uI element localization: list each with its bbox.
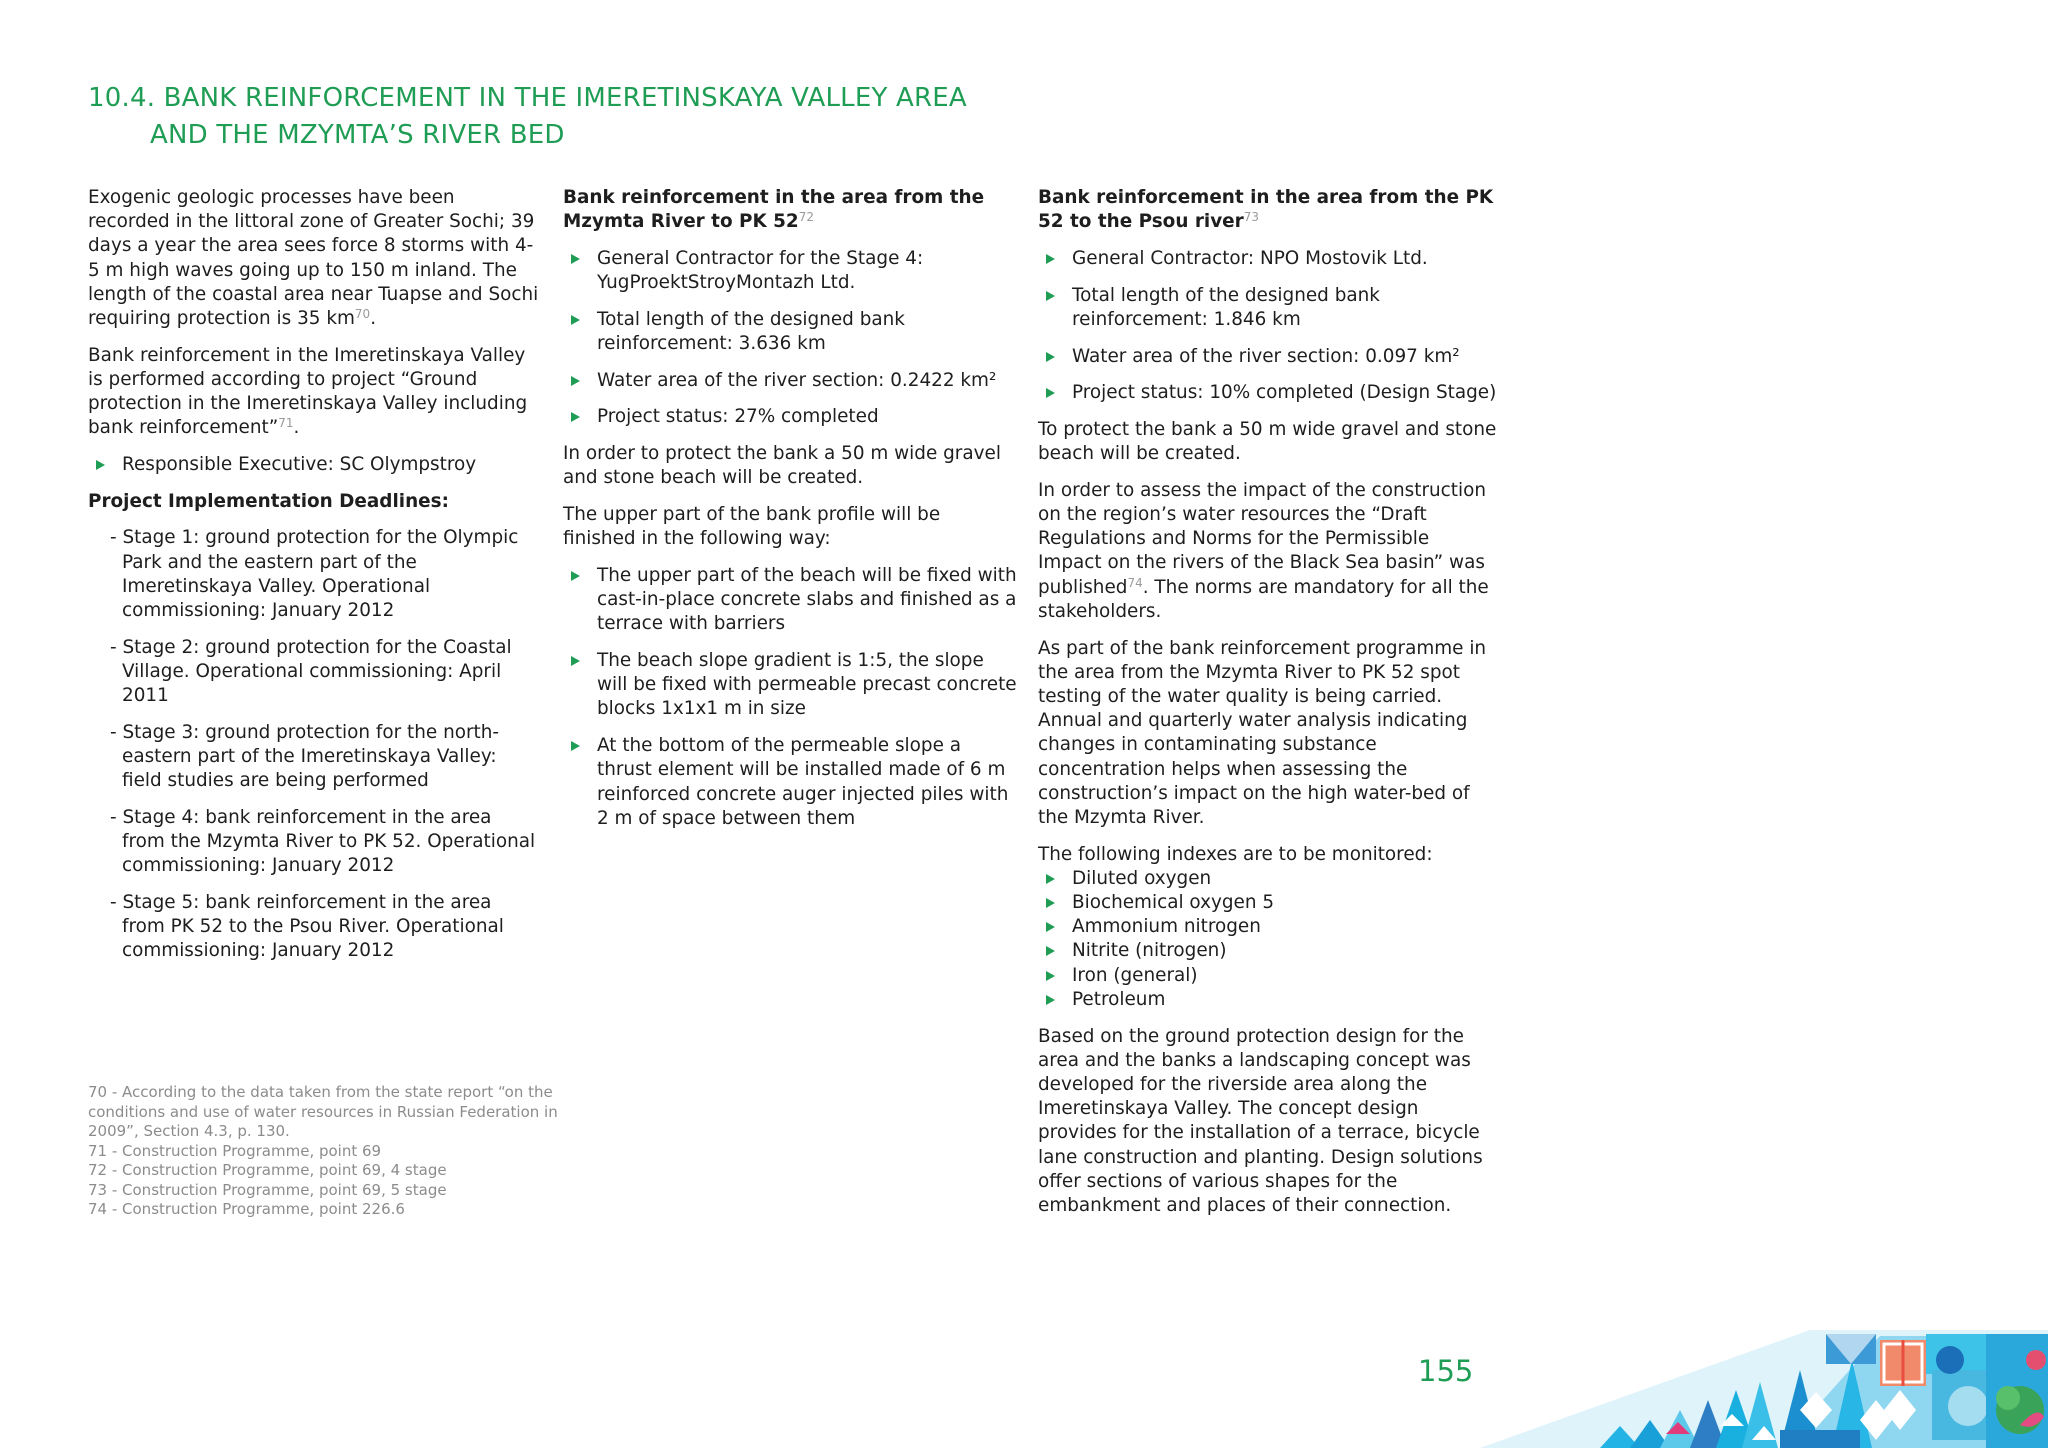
decorative-pattern <box>1480 1330 2048 1448</box>
list-item <box>1038 988 1498 1012</box>
subsection-title-psou <box>1038 186 1498 234</box>
column-3 <box>1038 186 1498 1231</box>
subsection-title-mzymta <box>563 186 1018 234</box>
triangle-bullet-icon <box>571 656 580 666</box>
facts-list <box>563 247 1018 430</box>
triangle-bullet-icon <box>1046 254 1055 264</box>
triangle-bullet-icon <box>571 376 580 386</box>
stage-item: - Stage 2: ground protection for the Coastal Village. Operational commissioning: April 2011 <box>110 636 512 707</box>
paragraph: Based on the ground protection design for the area and the banks a landscaping concept was developed for the riverside area along the Imeretinskaya Valley. The concept design provides for the installation of a terrace, bicycle lane construction and planting. Design solutions offer sections of various shapes for the embankment and places of their connection. <box>1038 1025 1483 1217</box>
list-item <box>563 405 1018 429</box>
footnote-71: 71 - Construction Programme, point 69 <box>88 1141 382 1160</box>
list-item-text: General Contractor: NPO Mostovik Ltd. <box>1072 247 1428 269</box>
list-item-text: Project status: 27% completed <box>597 406 879 428</box>
triangle-bullet-icon <box>96 460 105 470</box>
list-item-text: Petroleum <box>1072 988 1166 1010</box>
triangle-bullet-icon <box>1046 922 1055 932</box>
paragraph <box>1038 479 1498 624</box>
triangle-bullet-icon <box>1046 971 1055 981</box>
triangle-bullet-icon <box>571 741 580 751</box>
list-item-text: Water area of the river section: 0.2422 km² <box>597 369 997 391</box>
column-2 <box>563 186 1018 843</box>
triangle-bullet-icon <box>1046 946 1055 956</box>
triangle-bullet-icon <box>1046 898 1055 908</box>
stage-item: - Stage 3: ground protection for the north-eastern part of the Imeretinskaya Valley: field studies are being performed <box>110 721 500 792</box>
stage-item: - Stage 4: bank reinforcement in the area from the Mzymta River to PK 52. Operational commissioning: January 2012 <box>110 806 536 877</box>
list-item-text: Total length of the designed bank reinforcement: 1.846 km <box>1072 284 1380 330</box>
list-item <box>1038 891 1498 915</box>
section-heading <box>88 80 967 154</box>
footnote-ref-74[interactable]: 74 <box>1127 575 1143 590</box>
intro-paragraph: Exogenic geologic processes have been recorded in the littoral zone of Greater Sochi; 39 days a year the area sees force 8 storms with 4-5 m high waves going up to 150 m inland. The length of the coastal area near Tuapse and Sochi requiring protection is 35 km$^{70}$. <box>88 187 539 330</box>
list-item-text: Diluted oxygen <box>1072 867 1212 889</box>
indexes-list <box>1038 867 1498 1012</box>
footnote-ref-73[interactable]: 73 <box>1243 210 1259 225</box>
facts-list <box>1038 247 1498 406</box>
triangle-bullet-icon <box>1046 291 1055 301</box>
list-item-text: Total length of the designed bank reinforcement: 3.636 km <box>597 308 905 355</box>
project-text: Bank reinforcement in the Imeretinskaya Valley is performed according to project “Ground protection in the Imeretinskaya Valley including bank reinforcement” <box>88 344 528 439</box>
page-number: 155 <box>1418 1354 1474 1388</box>
footnotes <box>88 1083 558 1220</box>
triangle-bullet-icon <box>571 412 580 422</box>
footnote-72: 72 - Construction Programme, point 69, 4 stage <box>88 1161 447 1179</box>
footnote-73: 73 - Construction Programme, point 69, 5 stage <box>88 1180 447 1199</box>
paragraph: As part of the bank reinforcement programme in the area from the Mzymta River to PK 52 spot testing of the water quality is being carried. Annual and quarterly water analysis indicating changes in contaminating substance concentration helps when assessing the construction’s impact on the high water-bed of the Mzymta River. <box>1038 637 1487 828</box>
list-item <box>563 649 1018 722</box>
deadlines-title: Project Implementation Deadlines: <box>88 490 449 512</box>
list-item <box>88 453 540 477</box>
list-item <box>563 247 1018 295</box>
footnote-70: 70 - According to the data taken from the state report “on the conditions and use of water resources in Russian Federation in 2009”, Section 4.3, p. 130. <box>88 1083 558 1140</box>
list-item-text: Iron (general) <box>1072 964 1198 986</box>
stage-item: - Stage 5: bank reinforcement in the area from PK 52 to the Psou River. Operational commissioning: January 2012 <box>110 892 504 962</box>
list-item-text: Nitrite (nitrogen) <box>1072 940 1227 962</box>
list-item <box>1038 867 1498 891</box>
footnote-74: 74 - Construction Programme, point 226.6 <box>88 1200 405 1218</box>
paragraph-text: In order to assess the impact of the construction on the region’s water resources the “Draft Regulations and Norms for the Permissible Impact on the rivers of the Black Sea basin” was published <box>1038 479 1487 598</box>
stage-item: - Stage 1: ground protection for the Olympic Park and the eastern part of the Imeretinskaya Valley. Operational commissioning: January 2012 <box>110 527 519 622</box>
triangle-bullet-icon <box>571 571 580 581</box>
paragraph: To protect the bank a 50 m wide gravel and stone beach will be created. <box>1038 418 1497 465</box>
triangle-bullet-icon <box>571 315 580 325</box>
list-item-text: The upper part of the beach will be fixed with cast-in-place concrete slabs and finished as a terrace with barriers <box>597 564 1017 635</box>
list-item <box>1038 247 1498 271</box>
triangle-bullet-icon <box>1046 995 1055 1005</box>
list-item <box>563 734 1018 831</box>
column-1 <box>88 186 540 976</box>
list-item <box>1038 915 1498 939</box>
subsection-title-text: Bank reinforcement in the area from the Mzymta River to PK 52 <box>563 187 985 233</box>
paragraph: In order to protect the bank a 50 m wide gravel and stone beach will be created. <box>563 443 1001 489</box>
list-item-text: Water area of the river section: 0.097 km² <box>1072 345 1460 367</box>
executive-list <box>88 453 540 477</box>
paragraph: The upper part of the bank profile will be finished in the following way: <box>563 504 941 550</box>
project-paragraph: Bank reinforcement in the Imeretinskaya Valley is performed according to project “Ground protection in the Imeretinskaya Valley including bank reinforcement”$^{71}$. <box>88 344 528 439</box>
section-heading-line2: AND THE MZYMTA’S RIVER BED <box>150 120 565 150</box>
list-item-text: Ammonium nitrogen <box>1072 916 1261 938</box>
list-item <box>1038 284 1498 332</box>
list-item-text: General Contractor for the Stage 4: YugProektStroyMontazh Ltd. <box>597 247 924 294</box>
list-item-text: The beach slope gradient is 1:5, the slope will be fixed with permeable precast concrete blocks 1x1x1 m in size <box>597 650 1017 720</box>
triangle-bullet-icon <box>1046 388 1055 398</box>
intro-text: Exogenic geologic processes have been recorded in the littoral zone of Greater Sochi; 39 days a year the area sees force 8 storms with 4-5 m high waves going up to 150 m inland. The length of the coastal area near Tuapse and Sochi requiring protection is 35 km <box>88 187 539 330</box>
profile-list <box>563 564 1018 831</box>
list-item <box>1038 345 1498 369</box>
paragraph: The following indexes are to be monitored: <box>1038 843 1433 865</box>
footnote-ref-71[interactable]: 71 <box>278 416 294 431</box>
triangle-bullet-icon <box>571 254 580 264</box>
list-item <box>563 564 1018 637</box>
stages-list <box>88 526 540 963</box>
list-item <box>1038 381 1498 405</box>
list-item <box>1038 939 1498 963</box>
section-heading-line1: 10.4. BANK REINFORCEMENT IN THE IMERETINSKAYA VALLEY AREA <box>88 83 967 113</box>
list-item-text: Project status: 10% completed (Design Stage) <box>1072 382 1497 404</box>
list-item-text: Responsible Executive: SC Olympstroy <box>122 454 477 476</box>
footnote-ref-70[interactable]: 70 <box>354 307 371 322</box>
list-item <box>563 308 1018 356</box>
footnote-ref-72[interactable]: 72 <box>798 210 814 225</box>
list-item-text: At the bottom of the permeable slope a thrust element will be installed made of 6 m reinforced concrete auger injected piles with 2 m of space between them <box>597 735 1009 829</box>
triangle-bullet-icon <box>1046 874 1055 884</box>
triangle-bullet-icon <box>1046 352 1055 362</box>
list-item-text: Biochemical oxygen 5 <box>1072 892 1275 914</box>
subsection-title-text: Bank reinforcement in the area from the PK 52 to the Psou river <box>1038 187 1494 233</box>
list-item <box>563 369 1018 393</box>
paragraph-text: . The norms are mandatory for all the stakeholders. <box>1038 576 1489 622</box>
list-item <box>1038 964 1498 988</box>
